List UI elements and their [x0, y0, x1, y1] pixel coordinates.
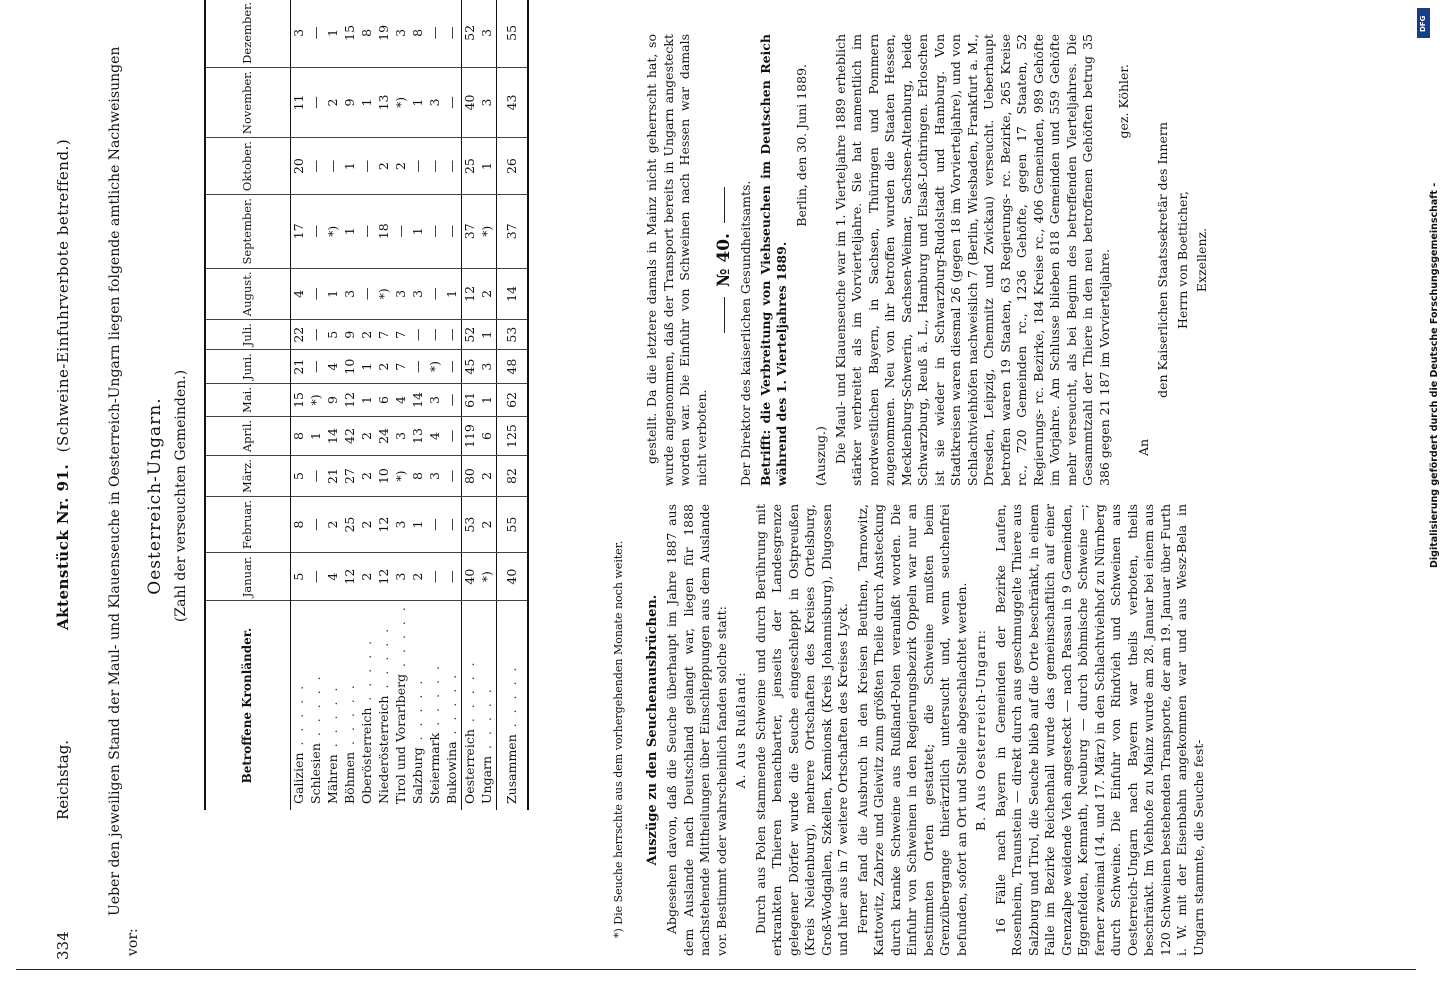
- auszug-note: (Auszug.): [813, 426, 829, 486]
- table-cell: 1: [342, 195, 359, 268]
- table-cell: 40: [497, 553, 529, 601]
- table-cell: 48: [497, 350, 529, 384]
- subhead-austria: B. Aus Oesterreich-Ungarn:: [973, 629, 989, 831]
- table-cell: 2: [376, 138, 393, 195]
- table-row: [479, 0, 497, 810]
- table-row: [325, 0, 342, 810]
- table-cell: 27: [342, 456, 359, 497]
- table-cell: —: [427, 496, 444, 552]
- table-cell: 3: [479, 350, 497, 384]
- table-cell: —: [308, 0, 325, 67]
- table-cell: 2: [479, 456, 497, 497]
- table-cell: 82: [497, 456, 529, 497]
- row-label: Böhmen . . . . .: [342, 682, 358, 804]
- outbreak-table: [204, 0, 529, 810]
- month-header: Juni.: [205, 350, 291, 384]
- table-cell: 1: [479, 320, 497, 350]
- table-land-title: Oesterreich-Ungarn.: [145, 397, 165, 595]
- table-cell: 18: [376, 195, 393, 268]
- table-cell: —: [308, 553, 325, 601]
- table-cell: 2: [359, 456, 376, 497]
- month-header: September.: [205, 195, 291, 268]
- table-cell: 3: [393, 268, 410, 320]
- table-cell: 21: [325, 456, 342, 497]
- intro-text: Ueber den jeweiligen Stand der Maul- und Klauenseuche in Oesterreich-Ungarn liegen folgende amtliche Nachweisungen vor:: [107, 46, 142, 956]
- table-cell: 25: [462, 138, 480, 195]
- table-cell: 19: [376, 0, 393, 67]
- table-cell: 55: [497, 496, 529, 552]
- table-cell: —: [444, 553, 462, 601]
- row-name: Niederösterreich: [376, 695, 392, 804]
- table-footnote: *) Die Seuche herrschte aus dem vorhergehenden Monate noch weiter.: [612, 540, 625, 938]
- table-cell: —: [410, 138, 427, 195]
- row-name: Böhmen: [342, 751, 358, 804]
- month-header: April.: [205, 416, 291, 455]
- row-label: Steiermark . . . . .: [427, 663, 443, 804]
- table-cell: 1: [444, 268, 462, 320]
- table-row: [410, 0, 427, 810]
- table-cell: 53: [462, 496, 480, 552]
- table-cell: 3: [393, 553, 410, 601]
- row-label: Schlesien . . . . .: [308, 673, 324, 804]
- table-cell: —: [359, 138, 376, 195]
- address-title: Exzellenz.: [1194, 227, 1210, 293]
- table-cell: —: [444, 138, 462, 195]
- table-cell: 2: [410, 553, 427, 601]
- row-label: Galizien . . . . .: [291, 682, 307, 804]
- table-cell: 26: [497, 138, 529, 195]
- table-cell: *): [325, 195, 342, 268]
- table-cell: —: [444, 416, 462, 455]
- table-row: [427, 0, 444, 810]
- table-cell: 10: [342, 350, 359, 384]
- month-header: Dezember.: [205, 0, 291, 67]
- page-header: [54, 30, 76, 960]
- table-cell: 2: [359, 416, 376, 455]
- table-cell: 52: [462, 320, 480, 350]
- table-cell: 3: [393, 496, 410, 552]
- table-cell: —: [308, 320, 325, 350]
- table-row: [359, 0, 376, 810]
- row-name: Salzburg: [410, 747, 426, 804]
- month-header: Januar.: [205, 553, 291, 601]
- table-cell: 2: [479, 496, 497, 552]
- table-cell: 1: [325, 0, 342, 67]
- table-cell: —: [444, 195, 462, 268]
- paragraph: Ferner fand die Ausbruch in den Kreisen Beuthen, Tarnowitz, Kattowitz, Zabrze und Gleiwitz zum größten Theile durch Ansteckung durch kranke Schweine aus Rußland-Polen veranlaßt worden. Die Einfuhr von Schweinen in den Regierungsbezirk Oppeln war nur an bestimmten Orten gestattet; die Schweine mußten beim Grenzübergange thierärztlich untersucht und, wenn seuchenfrei befunden, sofort an Ort und Stelle abgeschlachtet werden.: [854, 504, 969, 956]
- month-header: November.: [205, 67, 291, 137]
- table-cell: 37: [462, 195, 480, 268]
- table-cell: 1: [359, 350, 376, 384]
- row-name: Oberösterreich: [359, 707, 375, 804]
- table-cell: 3: [479, 67, 497, 137]
- row-label: Mähren . . . . .: [325, 684, 341, 804]
- table-cell: —: [308, 350, 325, 384]
- table-row: [376, 0, 393, 810]
- table-cell: 12: [342, 383, 359, 416]
- address-recipient: den Kaiserlichen Staatssekretär des Innern: [1155, 122, 1171, 398]
- row-name: Tirol und Vorarlberg: [393, 673, 409, 804]
- table-cell: 2: [359, 496, 376, 552]
- table-cell: 3: [410, 268, 427, 320]
- address-name: Herrn von Boetticher,: [1174, 190, 1190, 330]
- number-heading-text: № 40.: [714, 233, 734, 287]
- table-cell: 4: [291, 268, 309, 320]
- table-cell: 3: [479, 0, 497, 67]
- table-cell: 3: [291, 0, 309, 67]
- table-unit-note: (Zahl der verseuchten Gemeinden.): [173, 369, 189, 623]
- signature: gez. Köhler.: [1116, 64, 1132, 139]
- row-name: Steiermark: [427, 732, 443, 804]
- table-cell: —: [308, 67, 325, 137]
- month-header: Juli.: [205, 320, 291, 350]
- table-cell: 9: [342, 320, 359, 350]
- row-name: Mähren: [325, 754, 341, 804]
- row-label: Ungarn . . . . .: [479, 686, 495, 804]
- table-cell: 2: [376, 350, 393, 384]
- row-name: Bukowina: [444, 741, 460, 804]
- table-cell: 12: [376, 553, 393, 601]
- table-cell: 9: [325, 383, 342, 416]
- page-title: [54, 139, 74, 630]
- table-cell: 5: [291, 456, 309, 497]
- address-an: An: [1135, 438, 1151, 456]
- credit-text: Digitalisierung gefördert durch die Deutsche Forschungsgemeinschaft -: [1429, 182, 1440, 568]
- table-cell: 20: [291, 138, 309, 195]
- table-cell: 25: [342, 496, 359, 552]
- row-name: Zusammen: [503, 734, 519, 804]
- table-cell: 21: [291, 350, 309, 384]
- table-cell: —: [308, 138, 325, 195]
- table-cell: *): [308, 383, 325, 416]
- table-cell: —: [427, 195, 444, 268]
- table-cell: 1: [342, 138, 359, 195]
- page-number: 334: [54, 931, 72, 960]
- table-row: [497, 0, 529, 810]
- table-cell: —: [308, 456, 325, 497]
- betrifft-line: Betrifft: die Verbreitung von Viehseuchen im Deutschen Reich während des 1. Vierteljahres 1889.: [757, 34, 790, 486]
- table-cell: 40: [462, 553, 480, 601]
- table-cell: —: [427, 0, 444, 67]
- table-cell: —: [444, 67, 462, 137]
- table-cell: 43: [497, 67, 529, 137]
- table-cell: 7: [393, 320, 410, 350]
- month-header: Oktober.: [205, 138, 291, 195]
- paragraph: Abgesehen davon, daß die Seuche überhaupt im Jahre 1887 aus dem Auslande nach Deutschland gelangt war, liegen für 1888 nachstehende Mittheilungen über Einschleppungen aus dem Auslande vor. Bestimmt oder wahrscheinlich fanden solche statt:: [664, 504, 729, 956]
- table-cell: 3: [427, 67, 444, 137]
- table-cell: 24: [376, 416, 393, 455]
- month-header: März.: [205, 456, 291, 497]
- table-cell: 1: [479, 138, 497, 195]
- from-line: Der Direktor des kaiserlichen Gesundheitsamts.: [738, 180, 754, 486]
- row-label: Oberösterreich . . . . .: [359, 637, 375, 804]
- table-cell: 14: [497, 268, 529, 320]
- table-cell: —: [427, 320, 444, 350]
- number-heading: [713, 34, 735, 486]
- table-cell: 5: [325, 320, 342, 350]
- table-cell: 9: [342, 67, 359, 137]
- table-cell: 40: [462, 67, 480, 137]
- table-header-row: [205, 0, 291, 810]
- table-cell: 1: [359, 383, 376, 416]
- table-cell: 4: [325, 350, 342, 384]
- table-cell: 3: [393, 0, 410, 67]
- table-cell: 14: [410, 383, 427, 416]
- table-cell: 5: [291, 553, 309, 601]
- paragraph: Die Maul- und Klauenseuche war im 1. Vierteljahre 1889 erheblich stärker verbreitet als im Vorvierteljahre. Sie hat namentlich im nordwestlichen Bayern, in Sachsen, Thüringen und Pommern zugenommen. Neu von ihr betroffen wurden die Staaten Hessen, Mecklenburg-Schwerin, Sachsen-Weimar, Sachsen-Altenburg, beide Schwarzburg, Reuß ä. L., Hamburg und Elsaß-Lothringen. Erloschen ist sie wieder in Schwarzburg-Rudolstadt und Hamburg. Von Stadtkreisen waren diesmal 26 (gegen 18 im Vorvierteljahre), und von Schlachtviehhöfen nachweislich 7 (Berlin, Wiesbaden, Frankfurt a. M., Dresden, Leipzig, Chemnitz und Zwickau) verseucht. Ueberhaupt betroffen waren 19 Staaten, 63 Regierungs- rc. Bezirke, 265 Kreise rc., 720 Gemeinden rc., 1236 Gehöfte, gegen 17 Staaten, 52 Regierungs- rc. Bezirke, 184 Kreise rc., 406 Gemeinden, 989 Gehöfte im Vorjahre. Am Schlusse blieben 818 Gemeinden und 559 Gehöfte mehr verseucht, als bei Beginn des betreffenden Vierteljahres. Die Gesammtzahl der Thiere in den neu betroffenen Gehöften betrug 35 386 gegen 21 187 im Vorvierteljahre.: [832, 34, 1112, 486]
- table-cell: —: [359, 268, 376, 320]
- table-cell: 2: [325, 67, 342, 137]
- table-cell: 13: [410, 416, 427, 455]
- table-cell: 2: [359, 320, 376, 350]
- row-label: Salzburg . . . . .: [410, 677, 426, 804]
- table-cell: 1: [359, 67, 376, 137]
- table-cell: 10: [376, 456, 393, 497]
- table-cell: 1: [325, 268, 342, 320]
- month-header: Mai.: [205, 383, 291, 416]
- table-cell: 3: [427, 456, 444, 497]
- paragraph: Durch aus Polen stammende Schweine und durch Berührung mit erkrankten Thieren benachbarter, jenseits der Landesgrenze gelegener Dörfer wurde die Seuche eingeschleppt in Ostpreußen (Kreis Neidenburg), mehrere Ortschaften des Kreises Ortelsburg, Groß-Wodgallen, Szkellen, Kamionsk (Kreis Johannisburg), Dlugossen und hier aus in 7 weitere Ortschaften des Kreises Lyck.: [752, 504, 851, 956]
- month-header: Februar.: [205, 496, 291, 552]
- row-label: Bukowina . . . . .: [444, 671, 460, 804]
- table-cell: 2: [325, 496, 342, 552]
- table-row: [308, 0, 325, 810]
- table-cell: 42: [342, 416, 359, 455]
- table-cell: —: [410, 320, 427, 350]
- table-cell: —: [444, 320, 462, 350]
- table-cell: 22: [291, 320, 309, 350]
- table-cell: —: [427, 553, 444, 601]
- table-body: [291, 0, 529, 810]
- month-header: August.: [205, 268, 291, 320]
- left-column: [644, 504, 1210, 956]
- table-cell: *): [376, 268, 393, 320]
- table-cell: —: [359, 195, 376, 268]
- right-column: [644, 34, 1214, 486]
- table-cell: 53: [497, 320, 529, 350]
- digitization-credit: [1417, 8, 1440, 998]
- table-cell: 119: [462, 416, 480, 455]
- table-cell: —: [444, 496, 462, 552]
- row-label: Tirol und Vorarlberg . . . . .: [393, 604, 409, 804]
- table-cell: 1: [308, 416, 325, 455]
- table-cell: —: [325, 138, 342, 195]
- table-cell: *): [479, 195, 497, 268]
- table-cell: 14: [325, 416, 342, 455]
- table-cell: 15: [342, 0, 359, 67]
- table-cell: 1: [479, 383, 497, 416]
- header-source: Reichstag.: [54, 739, 72, 820]
- table-cell: *): [393, 456, 410, 497]
- table-cell: 17: [291, 195, 309, 268]
- table-cell: 2: [479, 268, 497, 320]
- place-date: Berlin, den 30. Juni 1889.: [793, 64, 809, 227]
- table-cell: 12: [462, 268, 480, 320]
- table-cell: *): [393, 67, 410, 137]
- table-cell: —: [393, 195, 410, 268]
- table-row: [462, 0, 480, 810]
- paragraph: 16 Fälle nach Bayern in Gemeinden der Bezirke Laufen, Rosenheim, Traunstein — direkt durch aus geschmuggelte Thiere aus Salzburg und Tirol, die Seuche blieb auf die Orte beschränkt, in einem Falle im Bezirke Reichenhall wurde das gemeinschaftlich auf einer Grenzalpe weidende Vieh angesteckt — nach Passau in 9 Gemeinden, Eggenfelden, Kemnath, Neuburg — durch böhmische Schweine —; ferner zweimal (14. und 17. März) in den Schlachtviehhof zu Nürnberg durch Schweine. Die Einfuhr von Rindvieh und Schweinen aus Oesterreich-Ungarn nach Bayern war theils verboten, theils beschränkt. Im Viehhofe zu Mainz wurde am 28. Januar bei einem aus 120 Schweinen bestehenden Transporte, der am 19. Januar über Furth i. W. mit der Eisenbahn angekommen war und aus Wesz-Bela in Ungarn stammte, die Seuche fest-: [992, 504, 1206, 956]
- gutter-line: [16, 969, 1416, 970]
- table-cell: —: [410, 350, 427, 384]
- table-cell: 13: [376, 67, 393, 137]
- document-number: Aktenstück Nr. 91.: [54, 463, 72, 630]
- table-cell: —: [308, 496, 325, 552]
- table-cell: 62: [497, 383, 529, 416]
- table-cell: 1: [410, 67, 427, 137]
- table-cell: 7: [376, 320, 393, 350]
- row-name: Schlesien: [308, 743, 324, 804]
- table-cell: 6: [479, 416, 497, 455]
- table-cell: 15: [291, 383, 309, 416]
- table-cell: 3: [393, 416, 410, 455]
- paragraph: gestellt. Da die letztere damals in Mainz nicht geherrscht hat, so wurde angenommen, daß der Transport bereits in Ungarn angesteckt worden war. Die Einfuhr von Schweinen nach Hessen war damals nicht verboten.: [644, 34, 709, 486]
- table-row: [291, 0, 309, 810]
- table-row: [393, 0, 410, 810]
- table-cell: —: [444, 0, 462, 67]
- table-cell: 12: [342, 553, 359, 601]
- table-cell: —: [444, 350, 462, 384]
- table-cell: 45: [462, 350, 480, 384]
- table-cell: 37: [497, 195, 529, 268]
- table-cell: *): [427, 350, 444, 384]
- table-cell: 8: [410, 456, 427, 497]
- table-cell: 3: [342, 268, 359, 320]
- table-cell: 7: [393, 350, 410, 384]
- table-cell: —: [308, 195, 325, 268]
- table-cell: 4: [325, 553, 342, 601]
- table-cell: 8: [291, 416, 309, 455]
- table-cell: 4: [393, 383, 410, 416]
- table-cell: —: [308, 268, 325, 320]
- table-cell: —: [427, 138, 444, 195]
- table-cell: 55: [497, 0, 529, 67]
- table-cell: —: [427, 268, 444, 320]
- table-cell: 61: [462, 383, 480, 416]
- row-name: Galizien: [291, 752, 307, 804]
- row-label: Niederösterreich . . . . .: [376, 625, 392, 804]
- table-cell: 2: [393, 138, 410, 195]
- table-cell: 2: [359, 553, 376, 601]
- rotated-page-content: [16, 0, 1416, 1000]
- table-cell: 12: [376, 496, 393, 552]
- table-cell: 1: [410, 496, 427, 552]
- table-cell: 11: [291, 67, 309, 137]
- row-name: Oesterreich: [462, 729, 478, 804]
- table-cell: —: [444, 383, 462, 416]
- subhead-russia: A. Aus Rußland:: [733, 671, 749, 789]
- row-label: Oesterreich . . . . .: [462, 601, 480, 810]
- table-cell: 1: [410, 195, 427, 268]
- table-cell: 6: [376, 383, 393, 416]
- table-cell: *): [479, 553, 497, 601]
- table-cell: —: [444, 456, 462, 497]
- table-cell: 3: [427, 383, 444, 416]
- table-cell: 8: [291, 496, 309, 552]
- document-subtitle: (Schweine-Einfuhrverbote betreffend.): [54, 138, 72, 453]
- row-label: Zusammen . . . . .: [497, 601, 529, 810]
- section-title: Auszüge zu den Seuchenausbrüchen.: [645, 594, 660, 866]
- table-cell: 8: [359, 0, 376, 67]
- stub-header: Betroffene Kronländer.: [205, 601, 291, 810]
- table-cell: 4: [427, 416, 444, 455]
- table-row: [444, 0, 462, 810]
- table-cell: 80: [462, 456, 480, 497]
- table-row: [342, 0, 359, 810]
- table-cell: 52: [462, 0, 480, 67]
- table-cell: 125: [497, 416, 529, 455]
- table-cell: 8: [410, 0, 427, 67]
- row-name: Ungarn: [479, 755, 495, 804]
- dfg-logo: DFG: [1417, 8, 1430, 38]
